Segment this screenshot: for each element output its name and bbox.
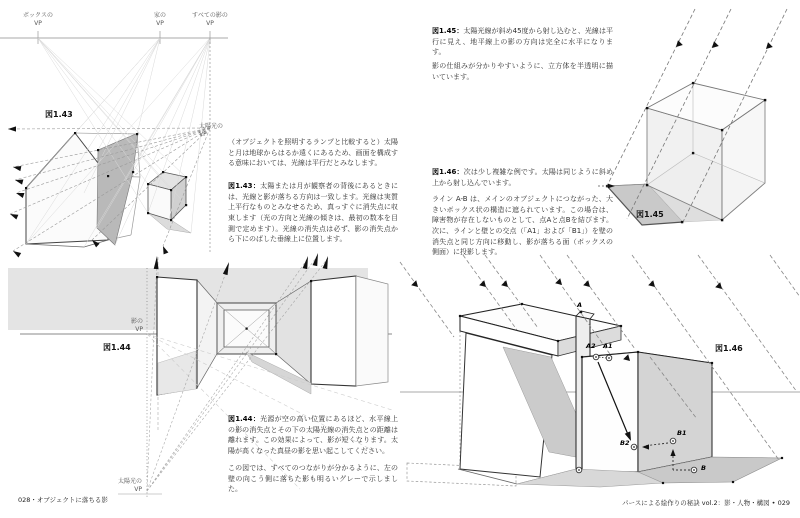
ray-arrowheads: [676, 40, 773, 49]
caption-143-body: 太陽または月が観察者の背後にあるときには、光線と影が落ちる方向は一致します。光線は実質上平行なものとみなせるため、真っすぐに消失点に収束します（光の方向と光線の傾きは、最初の数本を目測で定めます）。光線の消失点は必ず、影の消失点から下にのばした垂線上に位置します。: [228, 182, 398, 244]
fig-1-43-drawing: [0, 31, 228, 257]
caption-146-detail: ライン A-B は、メインのオブジェクトにつながった、大きいボックス状の構造に遮られています。この場合は、障害物が存在しないものとして、点Aと点Bを結びます。次に、ラインと壁との交点（「A1」および「B1」）を壁の消失点と同じ方向に移動し、影が落ちる面（ボックスの側面）に投影します。: [432, 195, 613, 257]
caption-143: [228, 181, 398, 245]
vp-label-all-shadows: すべての影の VP: [192, 12, 228, 27]
caption-143-title: 図1.43：: [228, 182, 261, 190]
caption-146: [432, 167, 613, 188]
caption-145: [432, 26, 613, 58]
figure-label-146: 図1.46: [715, 344, 743, 353]
page-footer-right: パースによる絵作りの秘訣 vol.2：影・人物・構図 • 029: [622, 499, 790, 507]
caption-146-body: 次は少し複雑な例です。太陽は同じように斜め上から射し込んでいます。: [432, 168, 613, 187]
caption-145-body: 太陽光線が斜め45度から射し込むと、光線は平行に見え、地平線上の影の方向は完全に水平になります。: [432, 27, 613, 57]
point-label-b: B: [701, 464, 706, 472]
caption-144-title: 図1.44：: [228, 415, 261, 423]
right-wall: [311, 276, 356, 386]
fig-1-45-drawing: [606, 9, 787, 225]
box-right-face: [638, 352, 712, 472]
point-label-a: A: [577, 301, 583, 309]
point-label-b2: B2: [620, 439, 630, 447]
figure-label-145: 図1.45: [636, 210, 664, 219]
vp-label-sunlight-144: 太陽光の VP: [117, 478, 142, 493]
vp-label-box: ボックスの VP: [23, 12, 53, 27]
caption-146-title: 図1.46：: [432, 168, 464, 176]
page-footer-left: 028・オブジェクトに落ちる影: [18, 496, 108, 504]
vp-label-house: 家の VP: [153, 12, 166, 27]
vp-label-shadow-144: 影の VP: [130, 318, 143, 333]
caption-145-title: 図1.45：: [432, 27, 464, 35]
figure-label-144: 図1.44: [103, 343, 131, 352]
point-label-b1: B1: [677, 429, 687, 437]
vp-label-sunlight-143: 太陽光の VP: [199, 123, 224, 138]
figure-label-143: 図1.43: [45, 110, 73, 119]
point-label-a1: A1: [603, 342, 613, 350]
caption-144-note: この図では、すべてのつながりが分かるように、左の壁の向こう側に落ちた影も明るいグレーで示しました。: [228, 464, 398, 494]
caption-144: [228, 414, 398, 457]
box-left-face: [582, 352, 638, 472]
caption-144-body: 光源が空の高い位置にあるほど、水平線上の影の消失点とその下の太陽光線の消失点との距離は離れます。この効果によって、影が短くなります。太陽が高くなった真昼の影を思い起こしてください。: [228, 415, 398, 455]
fig-1-44-drawing: [8, 252, 392, 497]
point-label-a2: A2: [586, 342, 596, 350]
caption-145-note: 影の仕組みが分かりやすいように、立方体を半透明に描いています。: [432, 62, 613, 81]
intro-paragraph: （オブジェクトを照明するランプと比較すると）太陽と月は地球からはるか遠くにあるため、画面を構成する意味においては、光線は平行だとみなします。: [228, 138, 398, 168]
